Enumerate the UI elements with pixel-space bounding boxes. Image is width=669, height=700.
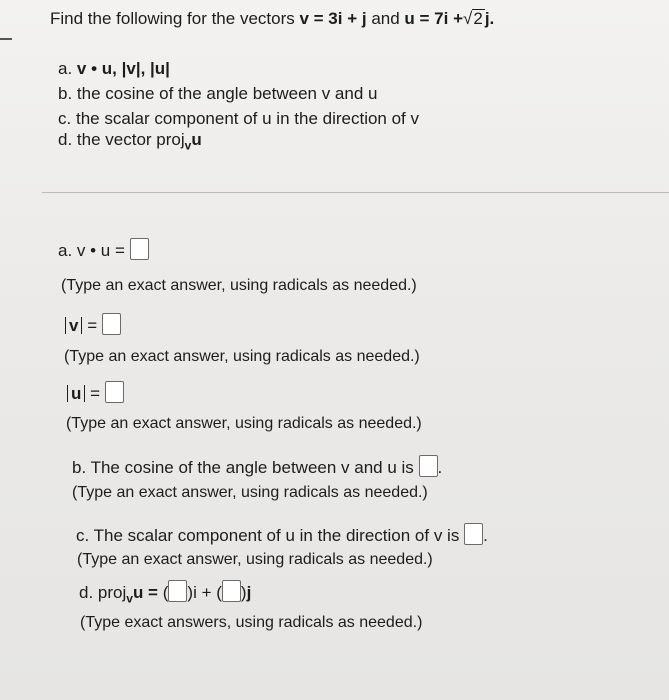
section-divider bbox=[42, 192, 669, 193]
answer-v-norm bbox=[65, 313, 121, 337]
cosine-input[interactable] bbox=[419, 455, 438, 477]
answer-d-post: u = bbox=[132, 583, 158, 602]
and-text: and bbox=[371, 9, 400, 28]
v-norm-input[interactable] bbox=[102, 313, 121, 335]
answer-b-label: b. The cosine of the angle between v and u is bbox=[72, 458, 414, 477]
j-open-paren: ( bbox=[216, 583, 222, 602]
part-a-item bbox=[58, 58, 170, 80]
i-label: i + bbox=[193, 583, 212, 602]
part-b-text: the cosine of the angle between v and u bbox=[76, 84, 378, 103]
answer-d-sub: v bbox=[126, 591, 133, 606]
v-norm-label: v bbox=[65, 317, 82, 334]
answer-d-hint: (Type exact answers, using radicals as needed.) bbox=[80, 614, 423, 631]
answer-a-dot-label: a. v • u = bbox=[58, 241, 125, 260]
edge-mark bbox=[0, 38, 12, 40]
scalar-component-input[interactable] bbox=[464, 523, 483, 545]
i-close-paren: ) bbox=[187, 583, 194, 602]
answer-u-norm bbox=[67, 381, 124, 405]
proj-j-input[interactable] bbox=[222, 580, 241, 602]
part-d-sub: v bbox=[184, 138, 192, 153]
part-c-label: c. bbox=[58, 109, 72, 128]
j-label: j bbox=[246, 583, 252, 602]
part-c-item bbox=[58, 108, 419, 130]
answer-a-dot bbox=[58, 238, 149, 262]
u-expression: u = 7i + bbox=[404, 9, 464, 28]
answer-b-period: . bbox=[437, 458, 443, 477]
intro-text: Find the following for the vectors bbox=[50, 9, 295, 28]
answer-d bbox=[79, 580, 251, 609]
part-d-post: u bbox=[191, 130, 202, 149]
answer-c-label: c. The scalar component of u in the direction of v is bbox=[76, 526, 460, 545]
dot-product-input[interactable] bbox=[130, 238, 149, 260]
radical-sign: √ bbox=[463, 9, 473, 28]
problem-intro bbox=[50, 8, 494, 30]
answer-d-label: d. proj bbox=[79, 583, 127, 602]
answer-b bbox=[72, 455, 442, 479]
u-suffix: j. bbox=[484, 9, 495, 28]
part-d-text: the vector proj bbox=[76, 130, 185, 149]
answer-u-norm-hint: (Type an exact answer, using radicals as needed.) bbox=[66, 415, 422, 432]
part-b-label: b. bbox=[58, 84, 73, 103]
u-norm-input[interactable] bbox=[105, 381, 124, 403]
answer-c-hint: (Type an exact answer, using radicals as needed.) bbox=[77, 551, 433, 568]
part-d-label: d. bbox=[58, 130, 73, 149]
answer-a-dot-hint: (Type an exact answer, using radicals as needed.) bbox=[61, 277, 417, 294]
i-open-paren: ( bbox=[162, 583, 169, 602]
answer-c bbox=[76, 523, 488, 547]
u-norm-label: u bbox=[67, 385, 85, 402]
part-a-text: v • u, |v|, |u| bbox=[76, 59, 170, 78]
answer-b-hint: (Type an exact answer, using radicals as needed.) bbox=[72, 484, 428, 501]
part-b-item bbox=[58, 83, 377, 105]
answer-c-period: . bbox=[483, 526, 488, 545]
u-norm-eq: = bbox=[90, 384, 101, 403]
answer-v-norm-hint: (Type an exact answer, using radicals as needed.) bbox=[64, 348, 420, 365]
part-c-text: the scalar component of u in the direction of v bbox=[75, 109, 419, 128]
j-close-paren: ) bbox=[240, 583, 247, 602]
part-d-item bbox=[58, 129, 202, 156]
part-a-label: a. bbox=[58, 59, 73, 78]
radicand: 2 bbox=[473, 9, 483, 28]
v-norm-eq: = bbox=[87, 316, 98, 335]
v-expression: v = 3i + j bbox=[299, 9, 367, 28]
proj-i-input[interactable] bbox=[168, 580, 187, 602]
